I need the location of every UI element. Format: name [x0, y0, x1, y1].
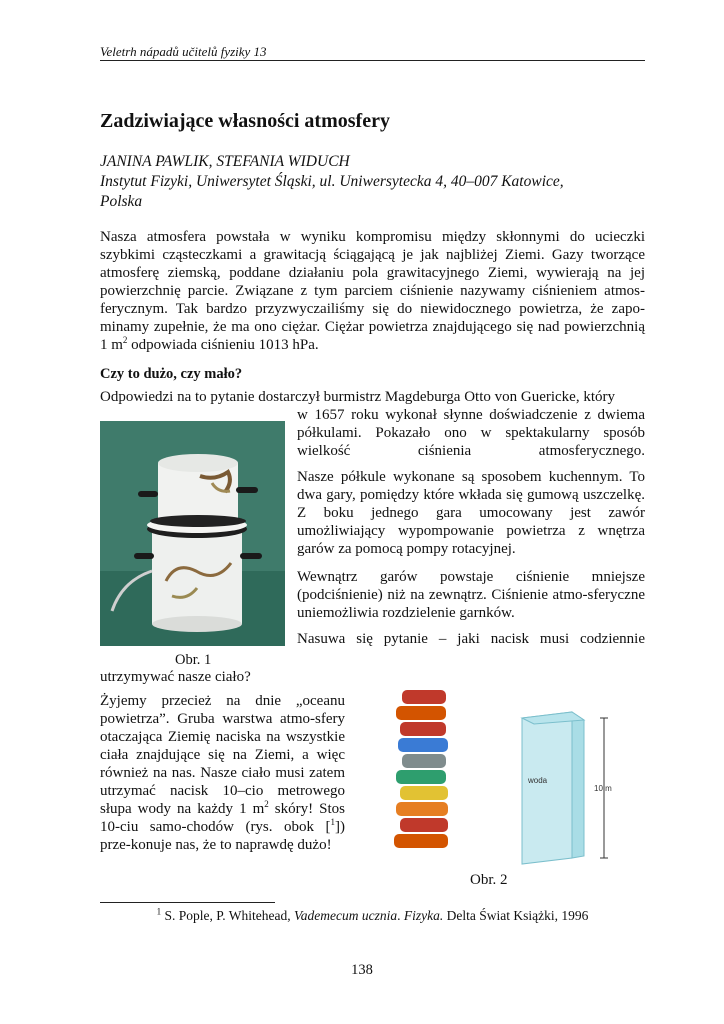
figure-1-caption: Obr. 1 [175, 652, 212, 666]
header-rule [100, 60, 645, 61]
footnote: $^1$ S. Pople, P. Whitehead, Vademecum ucznia. Fizyka. Delta Świat Książki, 1996 [156, 906, 589, 923]
magdeburg-pots-photo [100, 421, 285, 646]
water-label: woda [528, 776, 548, 785]
pressure-paragraph: Wewnątrz garów powstaje ciśnienie mniejsze (podciśnienie) niż na zewnątrz. Ciśnienie atmo-sferyczne uniemożliwia rozdzielenie garnków. [297, 569, 645, 621]
guericke-paragraph: w 1657 roku wykonał słynne doświadczenie z dwiema półkulami. Pokazało ono w spektakularny sposób wielkość ciśnienia atmosferycznego. [297, 407, 645, 459]
pots-illustration [100, 421, 285, 646]
question-line: Nasuwa się pytanie – jaki nacisk musi codziennie [297, 631, 645, 647]
author-block [100, 152, 645, 212]
car-stack [394, 690, 448, 848]
hemispheres-paragraph: Nasze półkule wykonane są sposobem kuchennym. To dwa gary, pomiędzy które wkłada się gumową uszczelkę. Z boku jednego gara umocowany jest zawór umożliwiający wypompowanie powietrza z wnętrza garów za pomocą pompy rotacyjnej. [297, 469, 645, 557]
affiliation-line-2: Polska [100, 193, 143, 210]
article-title: Zadziwiające własności atmosfery [100, 110, 390, 132]
cars-water-illustration [372, 680, 642, 865]
cars-and-water-column-figure [372, 680, 642, 865]
intro-paragraph: Nasza atmosfera powstała w wyniku kompromisu między skłonnymi do ucieczki szybkimi cząsteczkami a grawitacją ściągającą je jak najbliżej Ziemi. Gazy tworzące atmosferę ziemską, poddane działaniu pola grawitacyjnego Ziemi, wywierają na jej powierzchnię parcie. Związane z tym parciem ciśnienie nazywamy ciśnieniem atmos-ferycznym. Tak bardzo przyzwyczailiśmy się do niewidocznego powietrza, że zapo-minamy zupełnie, że ma ono ciężar. Ciężar powietrza znajdującego się nad powierzchnią 1 $m^2$ odpowiada ciśnieniu 1013 hPa. [100, 229, 645, 353]
paragraph-line: Odpowiedzi na to pytanie dostarczył burmistrz Magdeburga Otto von Guericke, który [100, 389, 616, 405]
section-heading: Czy to dużo, czy mało? [100, 366, 243, 382]
affiliation-line-1: Instytut Fizyki, Uniwersytet Śląski, ul. Uniwersytecka 4, 40–007 Katowice, [100, 173, 564, 190]
ocean-of-air-paragraph: Żyjemy przecież na dnie „oceanu powietrza”. Gruba warstwa atmo-sfery otaczająca Ziemię naciska na wszystkie ciała znajdujące się na Ziemi, a więc również na nas. Nasze ciało musi zatem utrzymać nacisk 10–cio metrowego słupa wody na każdy 1 $m^2$ skóry! Stos 10-ciu samo-chodów (rys. obok [$^1$]) prze-konuje nas, że to naprawdę dużo! [100, 693, 345, 853]
footnote-rule [100, 902, 275, 903]
figure-2-caption: Obr. 2 [470, 872, 508, 888]
page-number: 138 [351, 962, 373, 978]
authors: JANINA PAWLIK, STEFANIA WIDUCH [100, 153, 350, 170]
height-label: 10 m [594, 784, 612, 793]
question-line-continued: utrzymywać nasze ciało? [100, 669, 251, 685]
running-head: Veletrh nápadů učitelů fyziky 13 [100, 44, 267, 59]
